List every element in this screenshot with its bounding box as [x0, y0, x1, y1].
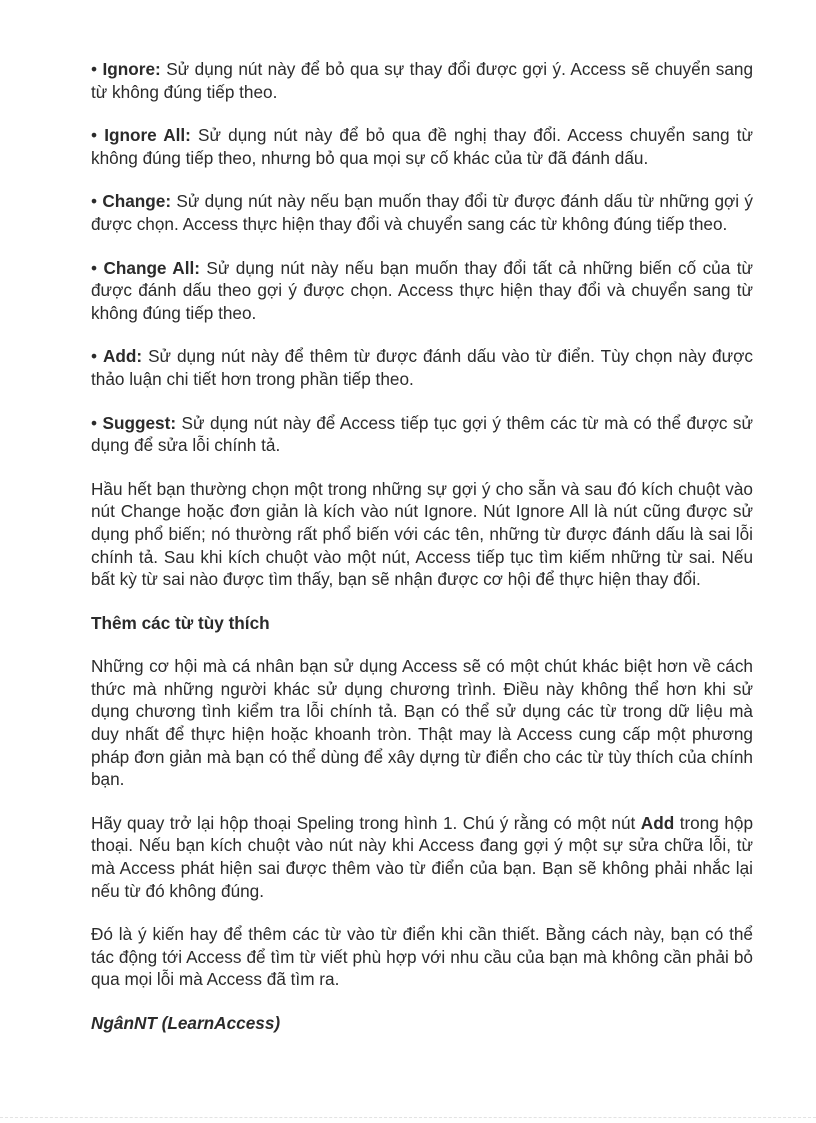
bullet-marker: •: [91, 191, 98, 212]
bullet-text: Sử dụng nút này để bỏ qua đề nghị thay đổi. Access chuyển sang từ không đúng tiếp theo, nhưng bỏ qua mọi sự cố khác của từ đã đánh dấu.: [91, 125, 754, 168]
page-bottom-divider: [0, 1117, 816, 1118]
paragraph-3-bold: Add: [640, 812, 675, 833]
bullet-change-all: [91, 257, 753, 325]
bullet-marker: •: [91, 257, 98, 278]
bullet-term: Ignore All:: [104, 125, 191, 146]
paragraph-3-after: trong hộp thoại. Nếu bạn kích chuột vào nút này khi Access đang gợi ý một sự sửa chữa lỗi, từ mà Access phát hiện sai được thêm vào từ điển của bạn. Bạn sẽ không phải nhắc lại nếu từ đó không đúng.: [91, 812, 754, 901]
bullet-text: Sử dụng nút này để Access tiếp tục gợi ý thêm các từ mà có thể được sử dụng để sửa lỗi chính tả.: [91, 412, 754, 456]
bullet-term: Suggest:: [102, 412, 177, 433]
bullet-marker: •: [91, 412, 98, 433]
bullet-marker: •: [91, 346, 98, 367]
bullet-term: Add:: [102, 346, 143, 367]
body-paragraph-4: Đó là ý kiến hay để thêm các từ vào từ điển khi cần thiết. Bằng cách này, bạn có thể tác động tới Access để tìm từ viết phù hợp với nhu cầu của bạn mà không cần phải bỏ qua mọi lỗi mà Access đã tìm ra.: [91, 924, 753, 990]
section-heading: Thêm các từ tùy thích: [91, 612, 270, 633]
bullet-suggest: [91, 412, 753, 457]
author-signature: NgânNT (LearnAccess): [91, 1013, 281, 1033]
bullet-term: Ignore:: [102, 59, 161, 79]
bullet-marker: •: [91, 59, 98, 79]
document-page: [91, 58, 753, 1035]
paragraph-3-before: Hãy quay trở lại hộp thoại Speling trong hình 1. Chú ý rằng có một nút: [91, 812, 641, 833]
bullet-text: Sử dụng nút này nếu bạn muốn thay đổi từ được đánh dấu từ những gợi ý được chọn. Access thực hiện thay đổi và chuyển sang các từ không đúng tiếp theo.: [91, 191, 753, 234]
bullet-term: Change:: [102, 191, 172, 212]
bullet-text: Sử dụng nút này nếu bạn muốn thay đổi tất cả những biến cố của từ được đánh dấu theo gợi ý được chọn. Access thực hiện thay đổi và chuyển sang từ không đúng tiếp theo.: [91, 257, 753, 323]
bullet-text: Sử dụng nút này để bỏ qua sự thay đổi được gợi ý. Access sẽ chuyển sang từ không đúng tiếp theo.: [91, 59, 753, 102]
bullet-add: [91, 345, 753, 390]
bullet-change: [91, 190, 753, 235]
bullet-term: Change All:: [103, 257, 200, 278]
bullet-ignore-all: [91, 124, 753, 169]
bullet-text: Sử dụng nút này để thêm từ được đánh dấu vào từ điển. Tùy chọn này được thảo luận chi tiết hơn trong phần tiếp theo.: [91, 346, 753, 389]
body-paragraph-1: Hầu hết bạn thường chọn một trong những sự gợi ý cho sẵn và sau đó kích chuột vào nút Change hoặc đơn giản là kích vào nút Ignore. Nút Ignore All là nút cũng được sử dụng phổ biến; nó thường rất phổ biến với các tên, những từ được đánh dấu là sai lỗi chính tả. Sau khi kích chuột vào một nút, Access tiếp tục tìm kiếm những từ sai. Nếu bất kỳ từ sai nào được tìm thấy, bạn sẽ nhận được cơ hội để thực hiện thay đổi.: [91, 478, 753, 590]
body-paragraph-3: [91, 812, 753, 902]
bullet-marker: •: [91, 125, 98, 146]
bullet-ignore: [91, 58, 753, 103]
body-paragraph-2: Những cơ hội mà cá nhân bạn sử dụng Access sẽ có một chút khác biệt hơn về cách thức mà những người khác sử dụng chương trình. Điều này không thể hơn khi sử dụng chương tình kiểm tra lỗi chính tả. Bạn có thể sử dụng các từ trong dữ liệu mà duy nhất để thực hiện hoặc khoanh tròn. Thật may là Access cung cấp một phương pháp đơn giản mà bạn có thể dùng để xây dựng từ điển cho các từ tùy thích của chính bạn.: [91, 656, 753, 790]
